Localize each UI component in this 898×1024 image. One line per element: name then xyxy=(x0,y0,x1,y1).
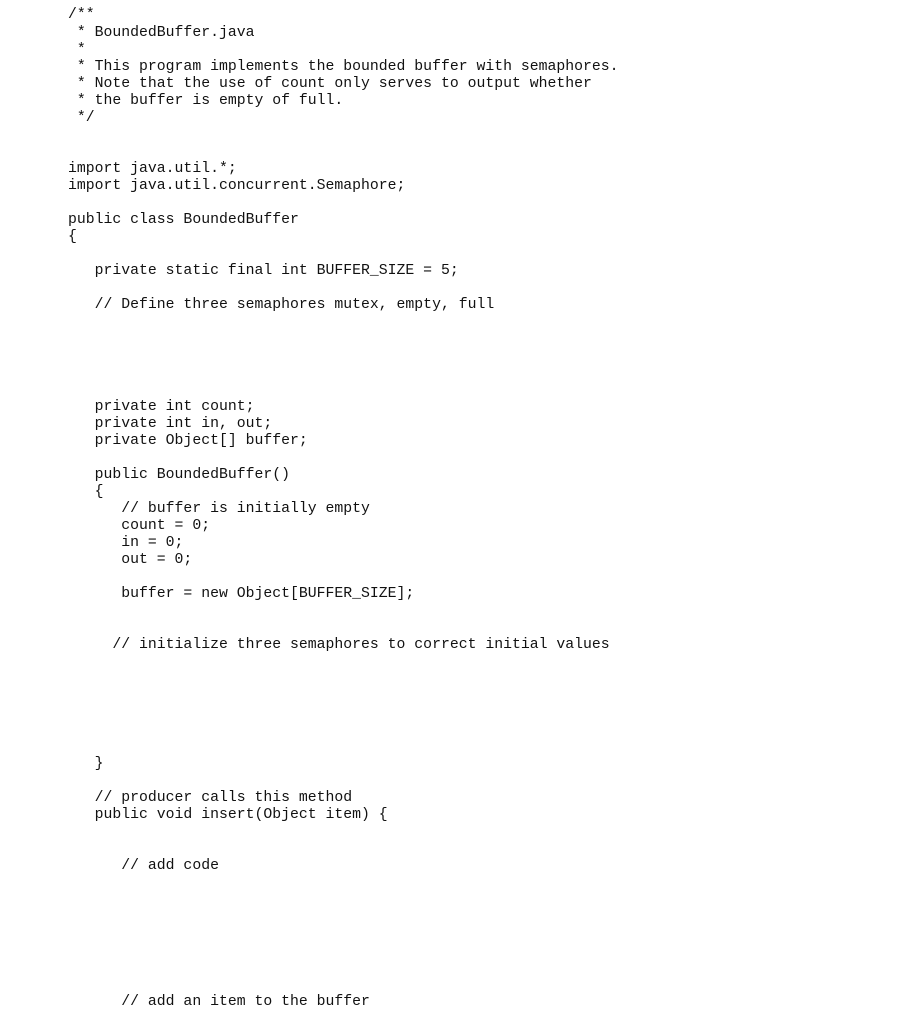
code-line: // Define three semaphores mutex, empty, full xyxy=(68,297,495,313)
code-line: /** xyxy=(68,7,95,23)
code-line: public BoundedBuffer() xyxy=(68,467,290,483)
code-line: { xyxy=(68,484,104,500)
code-line: private Object[] buffer; xyxy=(68,433,308,449)
code-line: import java.util.concurrent.Semaphore; xyxy=(68,178,406,194)
code-line: } xyxy=(68,756,104,772)
code-line: private int in, out; xyxy=(68,416,273,432)
code-line: import java.util.*; xyxy=(68,161,237,177)
code-line: * BoundedBuffer.java xyxy=(68,25,255,41)
code-line: out = 0; xyxy=(68,552,193,568)
code-line: { xyxy=(68,229,77,245)
code-line: count = 0; xyxy=(68,518,211,534)
code-line: private static final int BUFFER_SIZE = 5; xyxy=(68,263,459,279)
code-line: * xyxy=(68,42,86,58)
code-line: public class BoundedBuffer xyxy=(68,212,299,228)
code-line: // add code xyxy=(68,858,219,874)
code-line: // add an item to the buffer xyxy=(68,994,370,1010)
code-line: in = 0; xyxy=(68,535,184,551)
code-line: // initialize three semaphores to correct initial values xyxy=(68,637,610,653)
code-line: private int count; xyxy=(68,399,255,415)
code-line: public void insert(Object item) { xyxy=(68,807,388,823)
code-line: // producer calls this method xyxy=(68,790,353,806)
code-line: * This program implements the bounded buffer with semaphores. xyxy=(68,59,619,75)
code-line: * Note that the use of count only serves to output whether xyxy=(68,76,592,92)
code-line: * the buffer is empty of full. xyxy=(68,93,344,109)
code-line: */ xyxy=(68,110,95,126)
code-line: buffer = new Object[BUFFER_SIZE]; xyxy=(68,586,415,602)
code-line: // buffer is initially empty xyxy=(68,501,370,517)
